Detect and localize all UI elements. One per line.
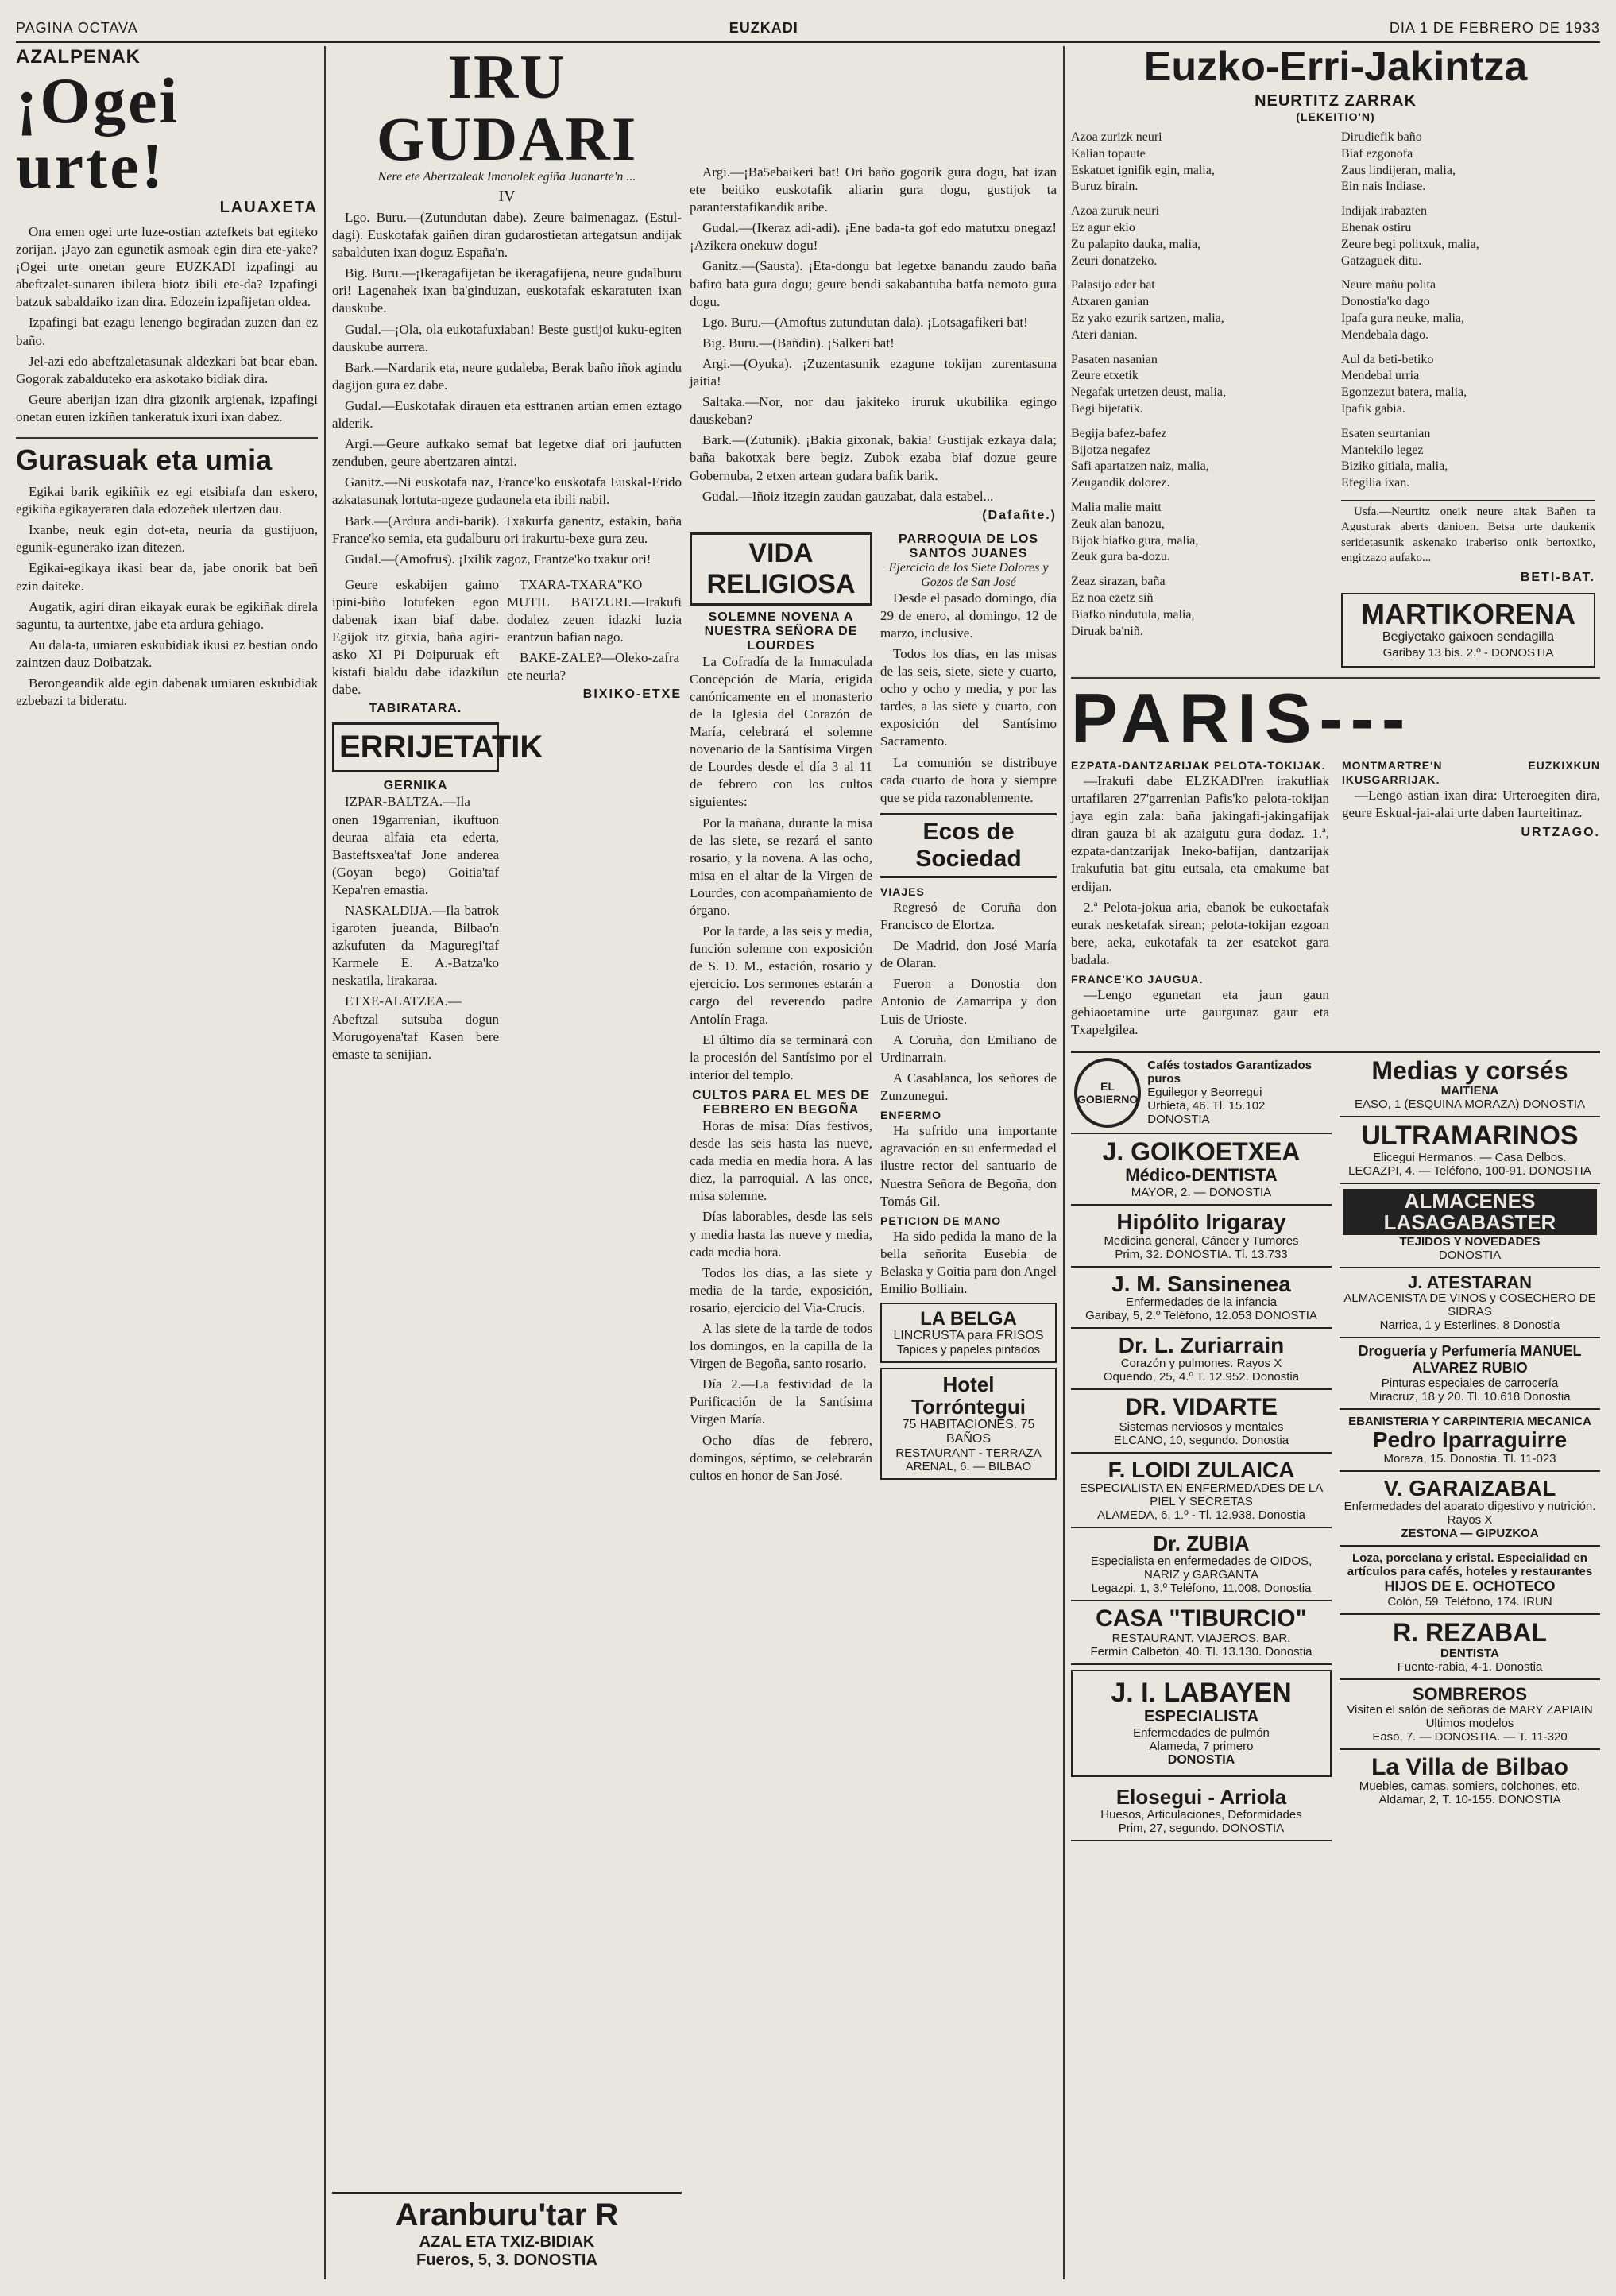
advertisement bbox=[1071, 1601, 1332, 1665]
ad-title: Dr. ZUBIA bbox=[1153, 1531, 1250, 1556]
ad-title: Elosegui - Arriola bbox=[1115, 1784, 1287, 1809]
advertisement bbox=[332, 2192, 682, 2270]
ad-line: Tapices y papeles pintados bbox=[896, 1343, 1041, 1357]
ads-column bbox=[1340, 1053, 1600, 1841]
paragraph: Fueron a Donostia don Antonio de Zamarripa y don Luis de Urioste. bbox=[880, 976, 1057, 1027]
subheading: PARROQUIA DE LOS SANTOS JUANES bbox=[898, 532, 1038, 560]
advertisement bbox=[1340, 1184, 1600, 1269]
paragraph: Izpafingi bat ezagu lenengo begiradan zuzen dan ez baño. bbox=[16, 315, 318, 348]
paragraph: La Cofradía de la Inmaculada Concepción de María, erigida canónicamente en el monasterio de la Iglesia del Corazón de María, celebrará el solemne novenario de la Santísima Virgen de Lourdes desde el día 3 al 11 de febrero con los cultos siguientes: bbox=[690, 653, 872, 810]
advertisement bbox=[1340, 1117, 1600, 1184]
ad-subtitle: EBANISTERIA Y CARPINTERIA MECANICA bbox=[1348, 1415, 1591, 1429]
advertisement bbox=[1071, 1390, 1332, 1454]
paragraph: Días laborables, desde las seis y media hasta las nueve y media, cada media hora. bbox=[690, 1209, 872, 1260]
paragraph: Saltaka.—Nor, nor dau jakiteko iruruk ukubilika egingo dauskeban? bbox=[690, 394, 1057, 428]
paragraph: Big. Buru.—(Bañdin). ¡Salkeri bat! bbox=[702, 335, 895, 350]
advertisement bbox=[1340, 1268, 1600, 1338]
ad-title: Dr. L. Zuriarrain bbox=[1118, 1332, 1285, 1357]
ad-address: Fermín Calbetón, 40. Tl. 13.130. Donostia bbox=[1090, 1644, 1313, 1659]
ad-title: J. I. LABAYEN bbox=[1111, 1677, 1292, 1708]
poem-line: Esaten seurtanian bbox=[1341, 426, 1431, 440]
ad-address: Garibay, 5, 2.º Teléfono, 12.053 DONOSTIA bbox=[1085, 1308, 1317, 1322]
ad-subtitle: HIJOS DE E. OCHOTECO bbox=[1384, 1578, 1556, 1595]
advertisement bbox=[1340, 1680, 1600, 1750]
advertisement bbox=[880, 1303, 1057, 1363]
ad-address: MAYOR, 2. — DONOSTIA bbox=[1131, 1186, 1272, 1200]
poem-line: Neure mañu polita bbox=[1341, 278, 1436, 292]
paragraph: Gudal.—Iñoiz itzegin zaudan gauzabat, dala estabel... bbox=[702, 488, 994, 504]
paragraph: Egikai barik egikiñik ez egi etsibiafa dan eskero, egikiña egikayeraren dala edozeñek ulertzen dau. bbox=[16, 484, 318, 517]
advertisement bbox=[1071, 1053, 1332, 1134]
poem-line: Mendebal urria bbox=[1341, 369, 1420, 383]
paragraph: Lgo. Buru.—(Zutundutan dabe). Zeure baimenagaz. (Estul-dagi). Euskotafak gaiñen diran gudarostietan artegatsun andijak sabalduten ixan doguz España'n. bbox=[332, 210, 682, 261]
poem-line: Azoa zurizk neuri bbox=[1071, 130, 1162, 144]
ad-title: Pedro Iparraguirre bbox=[1372, 1427, 1568, 1453]
poem-line: Aul da beti-betiko bbox=[1341, 352, 1434, 366]
ad-title: ULTRAMARINOS bbox=[1361, 1121, 1579, 1152]
paragraph: Todos los días, a las siete y media de la tarde, exposición, rosario, ejercicio del Via-Crucis. bbox=[690, 1264, 872, 1315]
ad-subtitle: Especialista en enfermedades de OIDOS, NARIZ y GARGANTA bbox=[1090, 1555, 1313, 1582]
column-divider bbox=[1063, 46, 1065, 2279]
ad-subtitle: Corazón y pulmones. Rayos X bbox=[1120, 1357, 1282, 1371]
poem-line: Ez yako ezurik sartzen, malia, bbox=[1071, 311, 1224, 325]
part-number: IV bbox=[498, 188, 516, 205]
ad-address: Colón, 59. Teléfono, 174. IRUN bbox=[1387, 1595, 1552, 1609]
ad-title: DR. VIDARTE bbox=[1125, 1394, 1278, 1421]
section-heading: PARIS--- bbox=[1071, 678, 1413, 757]
advertisement bbox=[1340, 1053, 1600, 1118]
paragraph: TXARA-TXARA"KO MUTIL BATZURI.—Irakufi dodalez zeuen idazki luzia erantzun bafian nago. bbox=[507, 576, 682, 645]
paragraph: Gudal.—(Ikeraz adi-adi). ¡Ene bada-ta gof edo matutxu onegaz! ¡Azikera onekuw dogu! bbox=[690, 220, 1057, 254]
paragraph: —Lengo astian ixan dira: Urteroegiten dira, geure Eskual-jai-alai urte daben Iaurteitinaz. bbox=[1342, 788, 1600, 821]
article-body bbox=[507, 576, 682, 685]
poem-line: Ehenak ostiru bbox=[1341, 220, 1412, 234]
ad-address: Aldamar, 2, T. 10-155. DONOSTIA bbox=[1378, 1793, 1561, 1807]
paragraph: Argi.—¡Ba5ebaikeri bat! Ori baño gogorik gura dogu, bat izan ete beitiko euskotafik aliarin gura dogu, gustijok ta paranterstafikandik aribe. bbox=[690, 165, 1057, 215]
ad-subtitle: Pinturas especiales de carrocería bbox=[1381, 1376, 1559, 1391]
advertisement bbox=[1340, 1410, 1600, 1471]
ad-address: Urbieta, 46. Tl. 15.102 DONOSTIA bbox=[1147, 1099, 1266, 1127]
article-body bbox=[690, 164, 1057, 505]
ad-subtitle: DENTISTA bbox=[1440, 1646, 1499, 1660]
paragraph: Por la tarde, a las seis y media, función solemne con exposición de S. D. M., estación, rosario y ejercicio. Los sermones estarán a cargo del reverendo padre Antolín Fraga. bbox=[690, 923, 872, 1027]
ad-subtitle: 75 HABITACIONES. 75 BAÑOS bbox=[902, 1418, 1035, 1446]
subheading: SOLEMNE NOVENA A NUESTRA SEÑORA DE LOURDES bbox=[704, 610, 858, 652]
section-heading: ERRIJETATIK bbox=[339, 730, 543, 765]
poem-line: Efegilia ixan. bbox=[1341, 476, 1410, 490]
poem-line: Zeure etxetik bbox=[1071, 369, 1139, 383]
paragraph: Ha sufrido una importante agravación en su enfermedad el ilustre rector del santuario de Nuestra Señora de Begoña, don Tomás Gil. bbox=[880, 1123, 1057, 1209]
paragraph: El último día se terminará con la procesión del Santísimo por el interior del templo. bbox=[690, 1032, 872, 1082]
column-4 bbox=[1071, 46, 1600, 1841]
poem-line: Dirudiefik baño bbox=[1341, 130, 1422, 144]
paragraph: Argi.—(Oyuka). ¡Zuzentasunik ezagune tokijan zurentasuna jaitia! bbox=[690, 355, 1057, 389]
subcolumn bbox=[880, 532, 1057, 1488]
subheading: NEURTITZ ZARRAK bbox=[1255, 92, 1417, 110]
ad-subtitle: Medicina general, Cáncer y Tumores bbox=[1104, 1233, 1299, 1248]
poem-line: Zeaz sirazan, baña bbox=[1071, 575, 1166, 589]
ad-address: ELCANO, 10, segundo. Donostia bbox=[1113, 1433, 1289, 1447]
advertisement bbox=[1340, 1338, 1600, 1410]
masthead bbox=[16, 14, 1600, 43]
ads-column bbox=[1071, 1053, 1332, 1841]
poem-line: Egonzezut batera, malia, bbox=[1341, 385, 1467, 400]
subheading: PETICION DE MANO bbox=[880, 1214, 1002, 1227]
poem-line: Zaus lindijeran, malia, bbox=[1341, 163, 1456, 177]
paragraph: Ganitz.—(Sausta). ¡Eta-dongu bat legetxe banandu zaudo baña bafiro bata gura dogu; geure bendi sakabantuba batfa nemoto gura dogu. bbox=[690, 258, 1057, 309]
article-body bbox=[1342, 758, 1600, 1043]
article-headline: Euzko-Erri-Jakintza bbox=[1143, 44, 1528, 90]
subheading: FRANCE'KO JAUGUA. bbox=[1071, 973, 1204, 986]
paragraph: La comunión se distribuye cada cuarto de hora y siempre que se pida razonablemente. bbox=[880, 754, 1057, 805]
article-headline: IRU GUDARI bbox=[376, 42, 638, 173]
poem-line: Begi bijetatik. bbox=[1071, 401, 1143, 416]
subcolumn bbox=[690, 532, 872, 1488]
poem-line: Zeure begi politxuk, malia, bbox=[1341, 237, 1479, 251]
section-label: AZALPENAK bbox=[16, 46, 141, 68]
poem-line: Ez noa ezetz siñ bbox=[1071, 590, 1154, 605]
poem-line: Ein nais Indiase. bbox=[1341, 180, 1426, 194]
poem-line: Atxaren ganian bbox=[1071, 295, 1150, 309]
ad-address: ALAMEDA, 6, 1.º - Tl. 12.938. Donostia bbox=[1097, 1508, 1305, 1523]
page-number: PAGINA OCTAVA bbox=[16, 19, 138, 36]
ad-address: Legazpi, 1, 3.º Teléfono, 11.008. Donostia bbox=[1091, 1582, 1312, 1596]
paragraph: Egikai-egikaya ikasi bear da, jabe onorik bat beñ ezin daiteke. bbox=[16, 560, 318, 594]
poem-line: Biziko gitiala, malia, bbox=[1341, 459, 1448, 474]
article-body bbox=[332, 209, 682, 568]
poem-line: Eskatuet ignifik egin, malia, bbox=[1071, 163, 1215, 177]
ad-subtitle: ALMACENISTA DE VINOS y COSECHERO DE SIDRAS bbox=[1343, 1291, 1596, 1319]
poem-line: Ez agur ekio bbox=[1071, 220, 1135, 234]
article-signature: BIXIKO-ETXE bbox=[582, 687, 682, 702]
poem-line: Biaf ezgonofa bbox=[1341, 146, 1413, 161]
poem-line: Indijak irabazten bbox=[1341, 204, 1427, 219]
poem-line: Kalian topaute bbox=[1071, 146, 1146, 161]
ad-subtitle: Elicegui Hermanos. — Casa Delbos. bbox=[1373, 1150, 1567, 1164]
ad-title: SOMBREROS bbox=[1412, 1683, 1528, 1704]
ad-title: J. M. Sansinenea bbox=[1111, 1271, 1291, 1296]
ad-subtitle: ESPECIALISTA bbox=[1143, 1707, 1259, 1725]
paragraph: Usfa.—Neurtitz oneik neure aitak Bañen ta Agusturak aberts danioen. Betsa urte daukenik seridetasunik askenako iraberiso onik bertoxiko, engitzazo aufako... bbox=[1341, 505, 1595, 565]
paragraph: Geure eskabijen gaimo ipini-biño lotufeken egon dabenak ixan biaf dabe. Egijok itz gitxia, baña agiri-asko XI Pi Doipuruak eft kistafi bialdu dabe idazkilun dabe. bbox=[332, 576, 499, 698]
ad-subtitle: Enfermedades del aparato digestivo y nutrición. Rayos X bbox=[1343, 1500, 1596, 1527]
ad-subtitle: Enfermedades de la infancia bbox=[1125, 1295, 1278, 1309]
paragraph: Todos los días, en las misas de las seis, siete, siete y cuarto, ocho y ocho y media, y por las tardes, a las siete y cuarto, con exposición del Santísimo Sacramento. bbox=[880, 645, 1057, 749]
advertisement bbox=[1341, 593, 1595, 668]
paragraph: Jel-azi edo abeftzaletasunak aldezkari bat bear eban. Gogorak zabalduteko era askotako bidiak dira. bbox=[16, 353, 318, 386]
advertisement bbox=[1071, 1670, 1332, 1777]
ad-subtitle: Muebles, camas, somiers, colchones, etc. bbox=[1359, 1779, 1581, 1794]
poem-line: Zeugandik dolorez. bbox=[1071, 476, 1170, 490]
poem-line: Zeuk gura ba-dozu. bbox=[1071, 550, 1170, 564]
ad-address: Fueros, 5, 3. DONOSTIA bbox=[416, 2251, 597, 2269]
poem-line: Zeuk alan banozu, bbox=[1071, 517, 1165, 531]
advertisement bbox=[1071, 1454, 1332, 1528]
article-signature: BETI-BAT. bbox=[1520, 570, 1595, 584]
article-body bbox=[880, 885, 1057, 1298]
paragraph: ETXE-ALATZEA.—Abeftzal sutsuba dogun Morugoyena'taf Kasen bere emaste ta senijian. bbox=[332, 993, 499, 1062]
dedication: Nere ete Abertzaleak Imanolek egiña Juanarte'n ... bbox=[377, 170, 636, 184]
advertisement bbox=[1071, 1528, 1332, 1601]
subheading: ENFERMO bbox=[880, 1109, 941, 1122]
section-heading: Ecos de Sociedad bbox=[915, 818, 1022, 872]
ad-city: DONOSTIA bbox=[1438, 1249, 1502, 1263]
ad-title: ALMACENES LASAGABASTER bbox=[1343, 1189, 1597, 1236]
paragraph: A Casablanca, los señores de Zunzunegui. bbox=[880, 1070, 1057, 1103]
ad-address: Alameda, 7 primero bbox=[1149, 1739, 1254, 1753]
ad-city: DONOSTIA bbox=[1167, 1752, 1235, 1767]
ad-title: J. GOIKOETXEA bbox=[1102, 1136, 1301, 1166]
advertisement bbox=[1071, 1329, 1332, 1390]
ad-title: MARTIKORENA bbox=[1361, 597, 1575, 630]
poem-line: Negafak urtetzen deust, malia, bbox=[1071, 385, 1227, 400]
advertisement bbox=[1071, 1782, 1332, 1841]
ad-address: Prim, 32. DONOSTIA. Tl. 13.733 bbox=[1115, 1247, 1288, 1261]
section-divider bbox=[1071, 677, 1600, 679]
advertisement bbox=[1340, 1615, 1600, 1680]
column-3 bbox=[690, 46, 1057, 1488]
poem-line: Mendebala dago. bbox=[1341, 327, 1429, 342]
paragraph: Día 2.—La festividad de la Purificación de la Santísima Virgen María. bbox=[690, 1376, 872, 1427]
newspaper-page bbox=[16, 14, 1600, 2279]
ad-title: R. REZABAL bbox=[1393, 1618, 1547, 1647]
ad-subtitle: Visiten el salón de señoras de MARY ZAPIAIN bbox=[1347, 1702, 1593, 1717]
paragraph: A Coruña, don Emiliano de Urdinarrain. bbox=[880, 1032, 1057, 1065]
paragraph: Gudal.—Euskotafak dirauen eta esttranen artian emen eztago alderik. bbox=[332, 397, 682, 432]
section-box bbox=[690, 532, 872, 606]
ad-address: Easo, 7. — DONOSTIA. — T. 11-320 bbox=[1372, 1729, 1568, 1744]
ad-subtitle: MAITIENA bbox=[1440, 1084, 1499, 1098]
paragraph: Geure aberijan izan dira gizonik argienak, izpafingi onetan euren izkiñen tankeratuk ixuri ixan dabez. bbox=[16, 391, 318, 424]
ad-subtitle: Médico-DENTISTA bbox=[1125, 1165, 1278, 1186]
ad-title: CASA "TIBURCIO" bbox=[1096, 1605, 1307, 1632]
ad-title: La Villa de Bilbao bbox=[1371, 1753, 1568, 1780]
ad-title: V. GARAIZABAL bbox=[1383, 1475, 1556, 1500]
article-body bbox=[1071, 758, 1329, 1043]
article-body bbox=[332, 793, 499, 1063]
subheading: Ejercicio de los Siete Dolores y Gozos de San José bbox=[888, 560, 1049, 589]
poem-line: Bijok biafko gura, malia, bbox=[1071, 533, 1199, 548]
subheading: MONTMARTRE'N EUZKIXKUN IKUSGARRIJAK. bbox=[1342, 758, 1600, 787]
paragraph: Big. Buru.—¡Ikeragafijetan be ikeragafijena, neure gudalburu ori! Lagenahek ixan ba'ginduzan, euskotafak eskaratuten ixan dauskube. bbox=[332, 265, 682, 316]
paragraph: Gudal.—(Amofrus). ¡Ixilik zagoz, Frantze'ko txakur ori! bbox=[345, 551, 651, 567]
paragraph: Bark.—(Zutunik). ¡Bakia gixonak, bakia! Gustijak ezkaya dala; baña bakotxak bere begiz. Zubok ezaba biaf dozue geure Gobernuba, 2 etxen artean gudara bafik barik. bbox=[690, 432, 1057, 483]
poem-line: Zu palapito dauka, malia, bbox=[1071, 237, 1201, 251]
ads-section bbox=[1071, 1051, 1600, 1841]
ad-address: ARENAL, 6. — BILBAO bbox=[905, 1460, 1032, 1474]
ad-title: J. ATESTARAN bbox=[1407, 1272, 1533, 1293]
paragraph: Au dala-ta, umiaren eskubidiak ikusi ez bestian ondo zaintzen dauz Doibatzak. bbox=[16, 637, 318, 670]
advertisement bbox=[880, 1368, 1057, 1480]
paragraph: Gudal.—¡Ola, ola eukotafuxiaban! Beste gustijoi kuku-egiten dauskube aurrera. bbox=[332, 321, 682, 354]
ad-subtitle: Begiyetako gaixoen sendagilla bbox=[1382, 629, 1555, 644]
advertisement bbox=[1071, 1134, 1332, 1206]
paragraph: Horas de misa: Días festivos, desde las seis hasta las nueve, cada media en media hora. A las diez, la parroquial. A las once, misa solemne. bbox=[690, 1117, 872, 1204]
section-heading: TABIRATARA. bbox=[369, 702, 462, 716]
article-body bbox=[690, 653, 872, 1084]
ad-address: Miracruz, 18 y 20. Tl. 10.618 Donostia bbox=[1369, 1390, 1571, 1404]
ad-title: Loza, porcelana y cristal. Especialidad en artículos para cafés, hoteles y restaurantes bbox=[1347, 1551, 1593, 1579]
advertisement bbox=[1340, 1472, 1600, 1547]
ad-title: Hipólito Irigaray bbox=[1116, 1210, 1286, 1235]
paragraph: Berongeandik alde egin dabenak umiaren eskubidiak ezbebazi ta bideratu. bbox=[16, 675, 318, 709]
poem-line: Safi apartatzen naiz, malia, bbox=[1071, 459, 1209, 474]
column-2 bbox=[332, 42, 682, 2269]
subheading: EZPATA-DANTZARIJAK PELOTA-TOKIJAK. bbox=[1071, 758, 1326, 772]
poem-line: Buruz birain. bbox=[1071, 180, 1139, 194]
paragraph: Desde el pasado domingo, día 29 de enero, al domingo, 12 de marzo, inclusive. bbox=[880, 590, 1057, 641]
paragraph: —Irakufi dabe ELZKADI'ren irakufliak urtafilaren 27'garrenian Pafis'ko pelota-tokijan jaya egin zala: baña jakingafi-jakingafijak diran gauza bi ak azaigutu gura dodaz. 1.ª, ezpata-dantzarijak Ineko-bafijan, dantzarijak Irakufutia bat gitu eutsala, eta emakume bat erdijan. bbox=[1071, 773, 1329, 894]
section-heading: Gurasuak eta umia bbox=[16, 443, 273, 477]
poem-line: Ipafa gura neuke, malia, bbox=[1341, 311, 1465, 325]
ad-address: Garibay 13 bis. 2.º - DONOSTIA bbox=[1382, 646, 1554, 660]
town-name: GERNIKA bbox=[383, 779, 448, 793]
subheading: (LEKEITIO'N) bbox=[1296, 110, 1375, 123]
poem-line: Donostia'ko dago bbox=[1341, 295, 1430, 309]
ad-title: Cafés tostados Garantizados puros bbox=[1147, 1059, 1312, 1086]
paragraph: BAKE-ZALE?—Oleko-zafra ete neurla? bbox=[507, 650, 680, 683]
ad-address: Narrica, 1 y Esterlines, 8 Donostia bbox=[1379, 1318, 1560, 1333]
paragraph: Por la mañana, durante la misa de las siete, se rezará el santo rosario, y la novena. A las ocho, misa en el altar de la Virgen de Lourdes, con acompañamiento de órgano. bbox=[690, 815, 872, 918]
paragraph: Ona emen ogei urte luze-ostian aztefkets bat egiteko zorijan. ¡Jayo zan egunetik asmoak egin dira ete-yake? ¡Ogei urte onetan geure EUZKADI izpafingi au abeftzalet-sunaren ibilera biotz ibili ete-da? Izpafingi batzuk sabaldaiko izan dira. Edozein izpafijetan oldea. bbox=[16, 224, 318, 310]
paragraph: Ganitz.—Ni euskotafa naz, France'ko euskotafa Euskal-Erido azkatasunak lortuta-ngeze gudaonela eta ibili nabil. bbox=[332, 474, 682, 508]
paragraph: Bark.—(Ardura andi-barik). Txakurfa ganentz, estakin, baña France'ko semia, eta gudalburu ori irakurtu-bexe gura zeu. bbox=[332, 513, 682, 546]
ad-subtitle: Sistemas nerviosos y mentales bbox=[1119, 1419, 1284, 1434]
ad-subtitle: ESPECIALISTA EN ENFERMEDADES DE LA PIEL Y SECRETAS bbox=[1079, 1481, 1324, 1509]
section-divider bbox=[16, 437, 318, 439]
ad-line: RESTAURANT - TERRAZA bbox=[895, 1446, 1042, 1461]
ad-subtitle: AZAL ETA TXIZ-BIDIAK bbox=[419, 2233, 595, 2251]
article-body bbox=[16, 223, 318, 426]
column-1 bbox=[16, 46, 318, 713]
ad-subtitle: Huesos, Articulaciones, Deformidades bbox=[1100, 1807, 1302, 1822]
ad-line: Enfermedades de pulmón bbox=[1133, 1725, 1270, 1740]
ad-address: Prim, 27, segundo. DONOSTIA bbox=[1118, 1821, 1285, 1835]
subcolumn bbox=[332, 576, 543, 1067]
paragraph: Ixanbe, neuk egin dot-eta, neuria da gustijuon, egunik-egunerako izan ditezen. bbox=[16, 522, 318, 556]
paragraph: A las siete de la tarde de todos los domingos, en la capilla de la Virgen de Begoña, santo rosario. bbox=[690, 1320, 872, 1372]
article-title: ¡Ogei urte! bbox=[16, 64, 180, 202]
article-author: LAUAXETA bbox=[219, 199, 318, 216]
poem-line: Zeuri donatzeko. bbox=[1071, 254, 1158, 268]
ad-subtitle: Eguilegor y Beorregui bbox=[1147, 1086, 1262, 1100]
ad-title: Medias y corsés bbox=[1371, 1055, 1568, 1085]
article-signature: URTZAGO. bbox=[1521, 826, 1600, 840]
poem-line: Gatzaguek ditu. bbox=[1341, 254, 1422, 268]
article-body bbox=[16, 483, 318, 710]
article-body bbox=[332, 576, 499, 699]
ad-title: LA BELGA bbox=[920, 1308, 1017, 1330]
poem-line: Azoa zuruk neuri bbox=[1071, 204, 1160, 219]
poem-line: Biafko nindutula, malia, bbox=[1071, 607, 1195, 621]
paragraph: Augatik, agiri diran eikayak eurak be egikiñak direla saguntu, ta aurtentxe, jabe eta ardura gehiago. bbox=[16, 598, 318, 632]
paragraph: IZPAR-BALTZA.—Ila onen 19garrenian, ikuftuon deuraa alfaia eta ederta, Basteftsxea'taf Jone anderea (Goyan bego) Goitia'taf Kepa'ren emastia. bbox=[332, 794, 499, 897]
poem-line: Diruak ba'niñ. bbox=[1071, 624, 1143, 638]
ad-title: Droguería y Perfumería MANUEL ALVAREZ RUBIO bbox=[1358, 1343, 1582, 1376]
ad-address: Oquendo, 25, 4.º T. 12.952. Donostia bbox=[1103, 1370, 1300, 1384]
paragraph: Ha sido pedida la mano de la bella señorita Eusebia de Belaska y Goitia para don Angel Emilio Bolliain. bbox=[880, 1228, 1057, 1297]
newspaper-name: EUZKADI bbox=[729, 19, 798, 36]
poem bbox=[1071, 130, 1600, 672]
ad-address: EASO, 1 (ESQUINA MORAZA) DONOSTIA bbox=[1354, 1098, 1586, 1112]
paragraph: Ocho días de febrero, domingos, séptimo, se celebrarán cultos en honor de San José. bbox=[690, 1432, 872, 1483]
paragraph: Argi.—Geure aufkako semaf bat legetxe diaf ori jaufutten zenduben, geure abertzaren aintzi. bbox=[332, 436, 682, 470]
paragraph: Regresó de Coruña don Francisco de Elortza. bbox=[880, 900, 1057, 933]
poem-line: Bijotza negafez bbox=[1071, 443, 1150, 457]
section-box bbox=[880, 813, 1057, 878]
issue-date: DIA 1 DE FEBRERO DE 1933 bbox=[1389, 19, 1600, 36]
poem-line: Ipafik gabia. bbox=[1341, 401, 1405, 416]
ad-subtitle: TEJIDOS Y NOVEDADES bbox=[1399, 1235, 1541, 1249]
advertisement bbox=[1340, 1547, 1600, 1615]
ad-address: LEGAZPI, 4. — Teléfono, 100-91. DONOSTIA bbox=[1348, 1163, 1591, 1178]
poem-column bbox=[1341, 130, 1595, 672]
paragraph: —Lengo egunetan eta jaun gaun gehiaoetamine urte gaurgunaz gaur eta Txapelgilea. bbox=[1071, 987, 1329, 1038]
section-box bbox=[332, 722, 543, 772]
advertisement bbox=[1071, 1206, 1332, 1267]
paragraph: Bark.—Nardarik eta, neure gudaleba, Berak baño iñok agindu dagijon gura ez dabe. bbox=[332, 359, 682, 393]
column-divider bbox=[324, 46, 326, 2279]
paragraph: NASKALDIJA.—Ila batrok igaroten jueanda, Bilbao'n azkufuten da Maguregi'taf Karmele E. A.-Batza'ko neskatila, lirakaraa. bbox=[332, 903, 499, 989]
subheading: CULTOS PARA EL MES DE FEBRERO EN BEGOÑA bbox=[692, 1088, 870, 1117]
article-body bbox=[880, 590, 1057, 807]
ad-title: Aranburu'tar R bbox=[395, 2197, 619, 2232]
ad-subtitle: RESTAURANT. VIAJEROS. BAR. bbox=[1111, 1631, 1291, 1645]
ad-line: Ultimos modelos bbox=[1425, 1716, 1514, 1730]
ad-address: Moraza, 15. Donostia. Tl. 11-023 bbox=[1383, 1451, 1556, 1465]
poem-column bbox=[1071, 130, 1325, 672]
subheading: VIAJES bbox=[880, 885, 925, 898]
ad-title: F. LOIDI ZULAICA bbox=[1108, 1457, 1295, 1482]
poem-line: Begija bafez-bafez bbox=[1071, 426, 1167, 440]
poem-line: Mantekilo legez bbox=[1341, 443, 1424, 457]
advertisement bbox=[1071, 1268, 1332, 1329]
article-body bbox=[690, 1117, 872, 1485]
article-signature: (Dafañte.) bbox=[982, 508, 1057, 522]
note bbox=[1341, 500, 1595, 567]
paragraph: 2.ª Pelota-jokua aria, ebanok be eukoetafak eurak nesketafak sirean; pelota-tokijan ezgoan bere, aeka, eukotafak ta zer esatekot gara badala. bbox=[1071, 899, 1329, 967]
poem-line: Malia malie maitt bbox=[1071, 500, 1162, 514]
ad-title: Hotel Torróntegui bbox=[911, 1373, 1026, 1419]
paragraph: Lgo. Buru.—(Amoftus zutundutan dala). ¡Lotsagafikeri bat! bbox=[702, 314, 1028, 330]
advertisement bbox=[1340, 1750, 1600, 1812]
subcolumn bbox=[507, 576, 682, 1067]
ad-address: ZESTONA — GIPUZKOA bbox=[1401, 1527, 1539, 1541]
ad-address: Fuente-rabia, 4-1. Donostia bbox=[1397, 1659, 1543, 1674]
section-heading: VIDA RELIGIOSA bbox=[706, 537, 856, 599]
poem-line: Palasijo eder bat bbox=[1071, 278, 1155, 292]
paragraph: De Madrid, don José María de Olaran. bbox=[880, 938, 1057, 971]
poem-line: Ateri danian. bbox=[1071, 327, 1138, 342]
poem-line: Pasaten nasanian bbox=[1071, 352, 1158, 366]
ad-subtitle: LINCRUSTA para FRISOS bbox=[893, 1329, 1044, 1343]
coffee-logo-icon: EL GOBIERNO bbox=[1074, 1058, 1141, 1128]
